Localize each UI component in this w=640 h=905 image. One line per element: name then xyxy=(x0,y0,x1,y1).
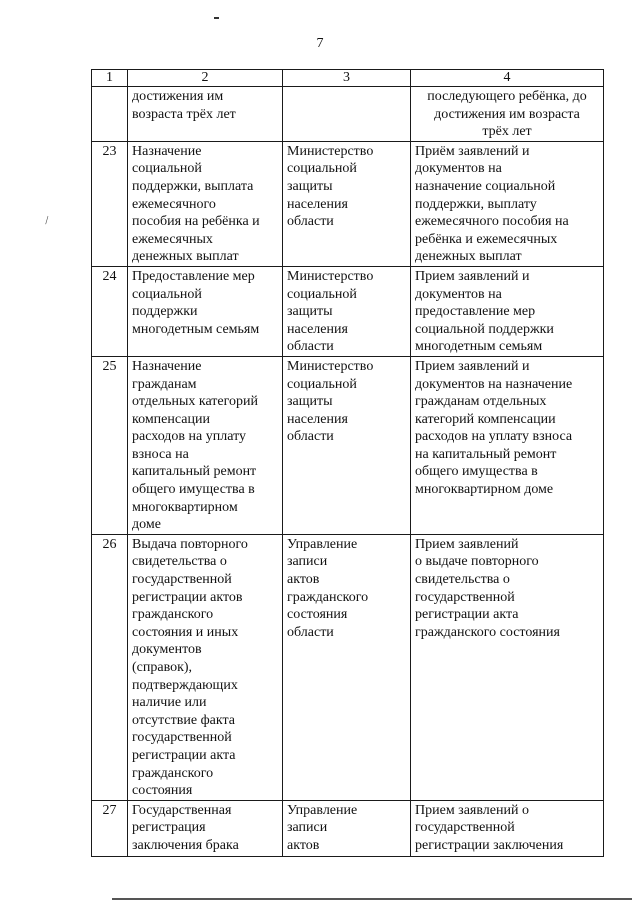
scan-mark xyxy=(214,17,219,19)
service-description: Прием заявлений и документов на назначение гражданам отдельных категорий компенсации расходов на уплату взноса на капитальный ремонт общего имущества в многоквартирном доме xyxy=(411,356,604,534)
page-number: 7 xyxy=(316,36,324,51)
service-name: Назначение гражданам отдельных категорий компенсации расходов на уплату взноса на капитальный ремонт общего имущества в многоквартирном доме xyxy=(128,356,283,534)
row-number xyxy=(92,87,128,142)
authority-name xyxy=(283,87,411,142)
row-number: 25 xyxy=(92,356,128,534)
column-header: 2 xyxy=(128,70,283,87)
authority-name: Министерство социальной защиты населения области xyxy=(283,266,411,356)
table-row xyxy=(92,534,604,800)
column-header: 3 xyxy=(283,70,411,87)
table-header-row xyxy=(92,70,604,87)
row-number: 23 xyxy=(92,141,128,266)
service-description: Прием заявлений о государственной регистрации заключения xyxy=(411,800,604,856)
table-row xyxy=(92,266,604,356)
table-row xyxy=(92,356,604,534)
service-name: Государственная регистрация заключения брака xyxy=(128,800,283,856)
row-number: 27 xyxy=(92,800,128,856)
table-row xyxy=(92,800,604,856)
bottom-rule xyxy=(112,898,632,900)
service-description: последующего ребёнка, до достижения им возраста трёх лет xyxy=(411,87,604,142)
service-description: Прием заявлений и документов на предоставление мер социальной поддержки многодетным семьям xyxy=(411,266,604,356)
scan-mark: \ xyxy=(41,213,53,227)
table-row xyxy=(92,141,604,266)
services-table xyxy=(91,69,604,857)
service-name: Назначение социальной поддержки, выплата ежемесячного пособия на ребёнка и ежемесячных денежных выплат xyxy=(128,141,283,266)
column-header: 4 xyxy=(411,70,604,87)
service-name: достижения им возраста трёх лет xyxy=(128,87,283,142)
service-name: Предоставление мер социальной поддержки многодетным семьям xyxy=(128,266,283,356)
authority-name: Министерство социальной защиты населения области xyxy=(283,356,411,534)
authority-name: Управление записи актов гражданского состояния области xyxy=(283,534,411,800)
column-header: 1 xyxy=(92,70,128,87)
table-row xyxy=(92,87,604,142)
service-name: Выдача повторного свидетельства о государственной регистрации актов гражданского состояния и иных документов (справок), подтверждающих наличие или отсутствие факта государственной регистрации акта гражданского состояния xyxy=(128,534,283,800)
row-number: 24 xyxy=(92,266,128,356)
authority-name: Управление записи актов xyxy=(283,800,411,856)
row-number: 26 xyxy=(92,534,128,800)
service-description: Приём заявлений и документов на назначение социальной поддержки, выплату ежемесячного пособия на ребёнка и ежемесячных денежных выплат xyxy=(411,141,604,266)
authority-name: Министерство социальной защиты населения области xyxy=(283,141,411,266)
service-description: Прием заявлений о выдаче повторного свидетельства о государственной регистрации акта гражданского состояния xyxy=(411,534,604,800)
